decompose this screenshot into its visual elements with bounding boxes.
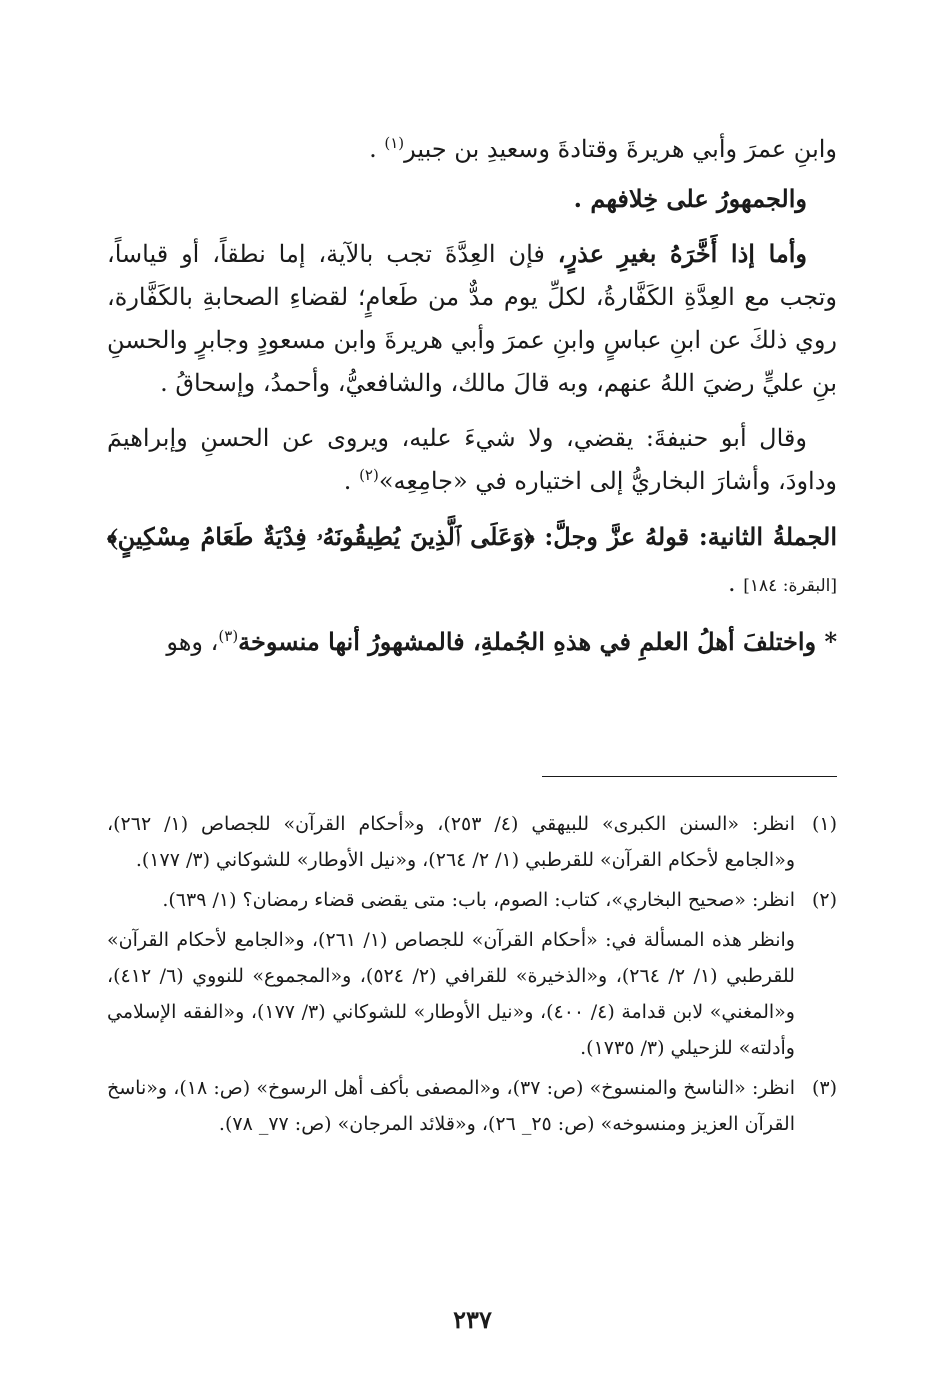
paragraph-text: ، وهو bbox=[166, 628, 219, 656]
footnote-divider bbox=[542, 776, 837, 777]
paragraph-lead: * واختلفَ أهلُ العلمِ في هذهِ الجُملةِ، فالمشهورُ أنها منسوخة bbox=[238, 627, 837, 656]
paragraph-6 bbox=[107, 620, 837, 664]
footnote-ref-3[interactable]: (٣) bbox=[218, 627, 239, 645]
punctuation: . bbox=[728, 569, 744, 597]
footnote-number: (١) bbox=[811, 813, 837, 835]
paragraph-2: والجمهورُ على خِلافهم . bbox=[573, 184, 807, 213]
surah-citation: [البقرة: ١٨٤] bbox=[743, 576, 837, 596]
footnote-number: (٢) bbox=[811, 889, 837, 911]
footnotes bbox=[107, 806, 837, 1146]
paragraph-4 bbox=[107, 417, 837, 503]
footnote-2 bbox=[107, 882, 837, 1066]
footnote-ref-1[interactable]: (١) bbox=[384, 134, 405, 152]
paragraph-text: فإن العِدَّةَ تجب بالآية، إما نطقاً، أو قياساً، وتجب مع العِدَّةِ الكَفَّارةُ، لكلِّ يوم مدٌّ من طَعامٍ؛ لقضاءِ الصحابةِ بالكَفَّارة، روي ذلكَ عن ابنِ عباسٍ وابنِ عمرَ وأبي هريرةَ وابن مسعودٍ وجابرٍ والحسنِ بنِ عليٍّ رضيَ اللهُ عنهم، وبه قالَ مالك، والشافعيُّ، وأحمدُ، وإسحاقُ . bbox=[107, 240, 837, 397]
main-text bbox=[107, 128, 837, 664]
footnote-text: انظر: «السنن الكبرى» للبيهقي (٤/ ٢٥٣)، و«أحكام القرآن» للجصاص (١/ ٢٦٢)، و«الجامع لأحكام القرآن» للقرطبي (١/ ٢/ ٢٦٤)، و«نيل الأوطار» للشوكاني (٣/ ١٧٧). bbox=[107, 813, 795, 871]
footnote-body bbox=[107, 1070, 795, 1142]
footnote-body bbox=[107, 806, 795, 878]
paragraph-5 bbox=[107, 515, 837, 608]
footnote-ref-2[interactable]: (٢) bbox=[359, 466, 379, 484]
page-number: ٢٣٧ bbox=[453, 1305, 492, 1334]
footnote-text: وانظر هذه المسألة في: «أحكام القرآن» للجصاص (١/ ٢٦١)، و«الجامع لأحكام القرآن» للقرطبي (١/ ٢/ ٢٦٤)، و«الذخيرة» للقرافي (٢/ ٥٢٤)، و«المجموع» للنووي (٦/ ٤١٢)، و«المغني» لابن قدامة (٤/ ٤٠٠)، و«نيل الأوطار» للشوكاني (٣/ ١٧٧)، و«الفقه الإسلامي وأدلته» للزحيلي (٣/ ١٧٣٥). bbox=[107, 929, 795, 1059]
paragraph-text: وابنِ عمرَ وأبي هريرةَ وقتادةَ وسعيدِ بن جبير bbox=[404, 135, 837, 163]
paragraph-1 bbox=[107, 128, 837, 171]
quran-verse-heading: الجملةُ الثانية: قولهُ عزَّ وجلَّ: ﴿وَعَلَى ٱلَّذِينَ يُطِيقُونَهُۥ فِدْيَةٌ طَعَامُ مِسْكِينٍ﴾ bbox=[107, 522, 837, 551]
punctuation: . bbox=[369, 135, 385, 163]
paragraph-text: وقال أبو حنيفةَ: يقضي، ولا شيءَ عليه، ويروى عن الحسنِ وإبراهيمَ وداودَ، وأشارَ البخاريُّ إلى اختياره في «جامِعِه» bbox=[107, 424, 837, 495]
footnote-number: (٣) bbox=[811, 1077, 837, 1099]
footnote-text: انظر: «الناسخ والمنسوخ» (ص: ٣٧)، و«المصفى بأكف أهل الرسوخ» (ص: ١٨)، و«ناسخ القرآن العزيز ومنسوخه» (ص: ٢٥_ ٢٦)، و«قلائد المرجان» (ص: ٧٧_ ٧٨). bbox=[107, 1077, 796, 1135]
footnote-text: انظر: «صحيح البخاري»، كتاب: الصوم، باب: متى يقضى قضاء رمضان؟ (١/ ٦٣٩). bbox=[162, 889, 795, 911]
footnote-1 bbox=[107, 806, 837, 878]
paragraph-3 bbox=[107, 232, 837, 405]
footnote-3 bbox=[107, 1070, 837, 1142]
footnote-body bbox=[107, 882, 795, 1066]
paragraph-lead: وأما إذا أَخَّرَهُ بغيرِ عذرٍ، bbox=[557, 239, 807, 268]
punctuation: . bbox=[343, 467, 360, 495]
